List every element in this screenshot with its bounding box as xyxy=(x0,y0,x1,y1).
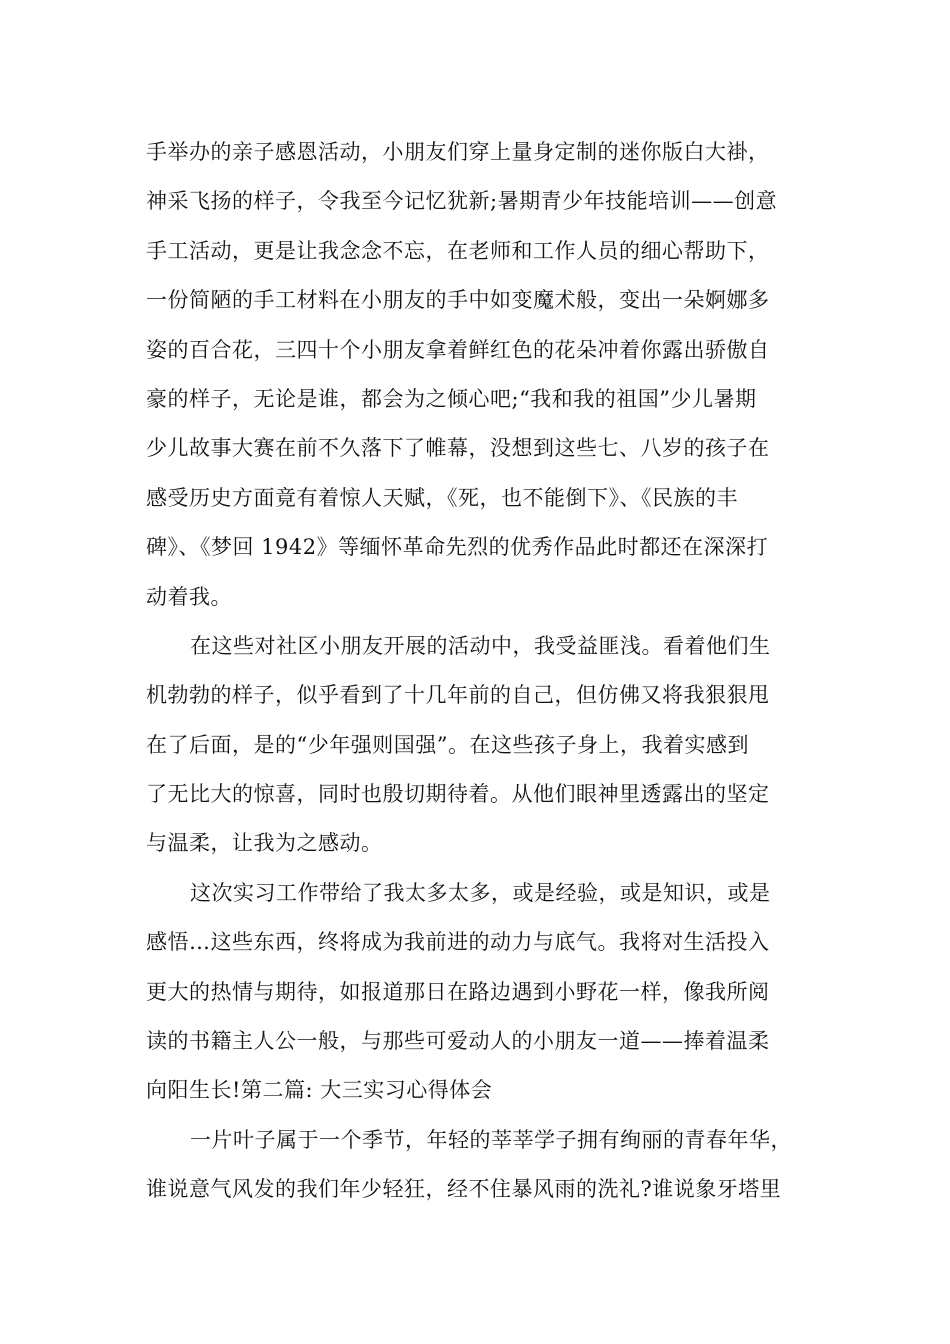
paragraph-first-line: 一片叶子属于一个季节，年轻的莘莘学子拥有绚丽的青春年华， xyxy=(190,1127,792,1152)
text-line: 感悟…这些东西，终将成为我前进的动力与底气。我将对生活投入 xyxy=(146,930,770,955)
text-line: 了无比大的惊喜，同时也殷切期待着。从他们眼神里透露出的坚定 xyxy=(146,782,770,807)
text-line: 谁说意气风发的我们年少轻狂，经不住暴风雨的洗礼?谁说象牙塔里 xyxy=(146,1177,782,1202)
text-line: 向阳生长!第二篇: 大三实习心得体会 xyxy=(146,1078,493,1103)
text-line: 动着我。 xyxy=(146,584,232,609)
text-line: 读的书籍主人公一般，与那些可爱动人的小朋友一道——捧着温柔 xyxy=(146,1029,770,1054)
text-line: 在了后面，是的“少年强则国强”。在这些孩子身上，我着实感到 xyxy=(146,732,749,757)
text-line: 神采飞扬的样子，令我至今记忆犹新;暑期青少年技能培训——创意 xyxy=(146,189,778,214)
text-line: 手工活动，更是让我念念不忘，在老师和工作人员的细心帮助下， xyxy=(146,238,770,263)
text-line: 更大的热情与期待，如报道那日在路边遇到小野花一样，像我所阅 xyxy=(146,979,770,1004)
text-line: 机勃勃的样子，似乎看到了十几年前的自己，但仿佛又将我狠狠甩 xyxy=(146,683,770,708)
text-line: 豪的样子，无论是谁，都会为之倾心吧;“我和我的祖国”少儿暑期 xyxy=(146,386,757,411)
text-line: 与温柔，让我为之感动。 xyxy=(146,831,383,856)
text-line: 感受历史方面竟有着惊人天赋，《死，也不能倒下》、《民族的丰 xyxy=(146,485,738,510)
text-line: 少儿故事大赛在前不久落下了帷幕，没想到这些七、八岁的孩子在 xyxy=(146,436,770,461)
text-line: 碑》、《梦回 1942》等缅怀革命先烈的优秀作品此时都还在深深打 xyxy=(146,535,769,560)
text-line: 手举办的亲子感恩活动，小朋友们穿上量身定制的迷你版白大褂， xyxy=(146,140,770,164)
text-line: 一份简陋的手工材料在小朋友的手中如变魔术般，变出一朵婀娜多 xyxy=(146,288,770,313)
paragraph-first-line: 这次实习工作带给了我太多太多，或是经验，或是知识，或是 xyxy=(190,880,771,905)
document-body xyxy=(146,128,836,1215)
paragraph-first-line: 在这些对社区小朋友开展的活动中，我受益匪浅。看着他们生 xyxy=(190,633,771,658)
text-line: 姿的百合花，三四十个小朋友拿着鲜红色的花朵冲着你露出骄傲自 xyxy=(146,337,770,362)
